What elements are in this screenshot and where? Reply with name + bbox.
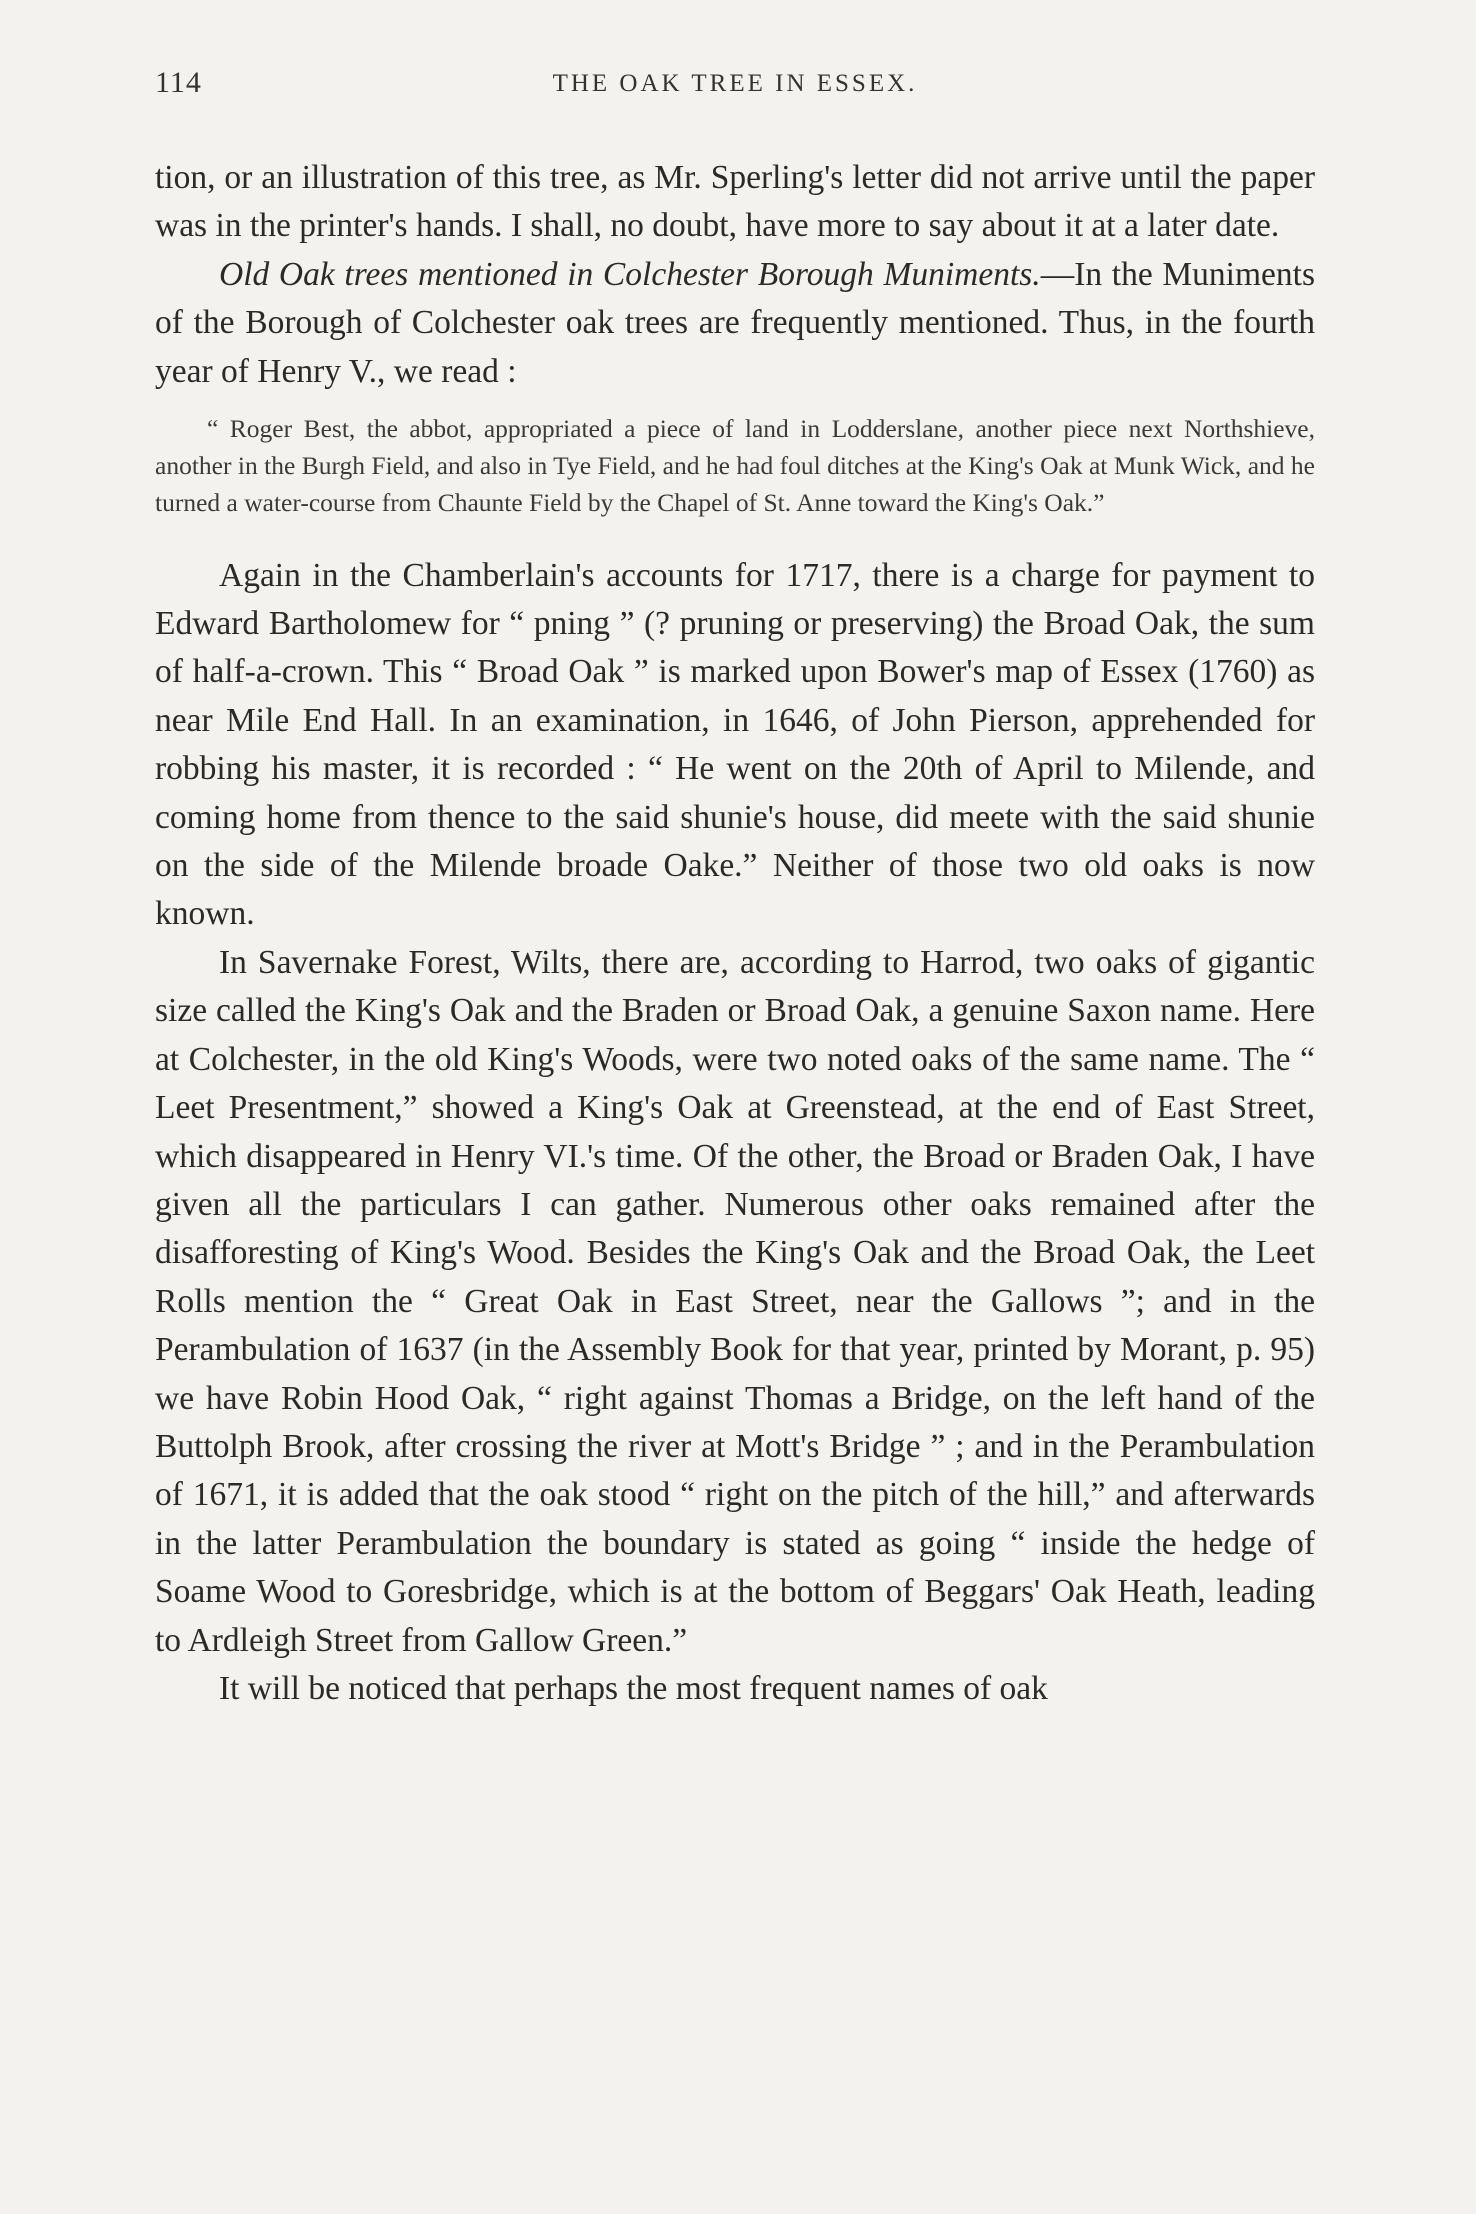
paragraph-muniments-text: —In the Muniments of the Borough of Colchester oak trees are frequently mentioned. Thus, in the fourth year of Henry V., we read : [155,255,1315,390]
paragraph-muniments [155,251,1315,396]
block-quote [155,410,1315,522]
paragraph-savernake: In Savernake Forest, Wilts, there are, according to Harrod, two oaks of gigantic size called the King's Oak and the Braden or Broad Oak, a genuine Saxon name. Here at Colchester, in the old King's Woods, were two noted oaks of the same name. The “ Leet Presentment,” showed a King's Oak at Greenstead, at the end of East Street, which disappeared in Henry VI.'s time. Of the other, the Broad or Braden Oak, I have given all the particulars I can gather. Numerous other oaks remained after the disafforesting of King's Wood. Besides the King's Oak and the Broad Oak, the Leet Rolls mention the “ Great Oak in East Street, near the Gallows ”; and in the Perambulation of 1637 (in the Assembly Book for that year, printed by Morant, p. 95) we have Robin Hood Oak, “ right against Thomas a Bridge, on the left hand of the Buttolph Brook, after crossing the river at Mott's Bridge ” ; and in the Perambulation of 1671, it is added that the oak stood “ right on the pitch of the hill,” and afterwards in the latter Perambulation the boundary is stated as going “ inside the hedge of Soame Wood to Goresbridge, which is at the bottom of Beggars' Oak Heath, leading to Ardleigh Street from Gallow Green.” [155,943,1315,1659]
section-heading: Old Oak trees mentioned in Colchester Borough Muniments. [219,255,1041,293]
book-page [155,62,1315,1713]
paragraph-oak-names: It will be noticed that perhaps the most frequent names of oak [219,1669,1048,1707]
running-title: THE OAK TREE IN ESSEX. [552,70,918,97]
paragraph-chamberlain: Again in the Chamberlain's accounts for 1717, there is a charge for payment to Edward Bartholomew for “ pning ” (? pruning or preserving) the Broad Oak, the sum of half-a-crown. This “ Broad Oak ” is marked upon Bower's map of Essex (1760) as near Mile End Hall. In an examination, in 1646, of John Pierson, apprehended for robbing his master, it is recorded : “ He went on the 20th of April to Milende, and coming home from thence to the said shunie's house, did meete with the said shunie on the side of the Milende broade Oake.” Neither of those two old oaks is now known. [155,556,1315,933]
running-head [155,62,1315,112]
page-number: 114 [155,66,202,99]
paragraph-continuation: tion, or an illustration of this tree, as Mr. Sperling's letter did not arrive until the paper was in the printer's hands. I shall, no doubt, have more to say about it at a later date. [155,159,1315,245]
body-text [155,154,1315,1713]
block-quote-text: “ Roger Best, the abbot, appropriated a piece of land in Lodderslane, another piece next Northshieve, another in the Burgh Field, and also in Tye Field, and he had foul ditches at the King's Oak at Munk Wick, and he turned a water-course from Chaunte Field by the Chapel of St. Anne toward the King's Oak.” [155,414,1315,518]
